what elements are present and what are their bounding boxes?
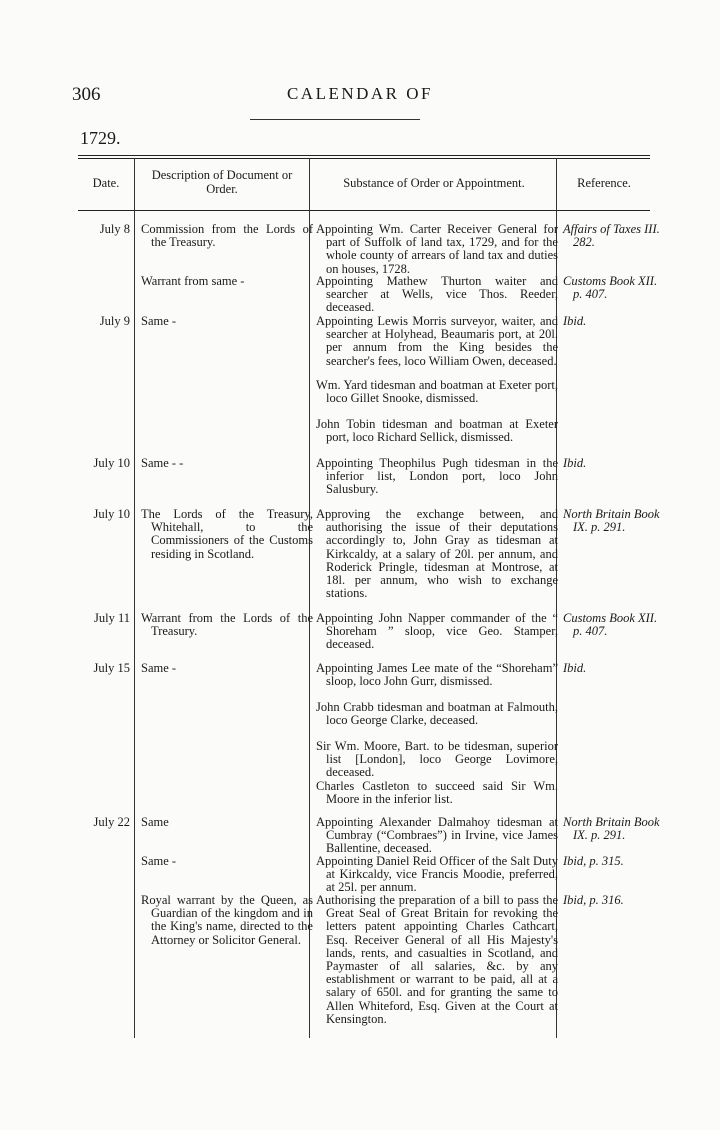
entry-description: Royal warrant by the Queen, as Guardian of the kingdom and in the King's name, directed to the Attorney or Solicitor General. [141,893,313,947]
entry-reference: North Britain Book IX. p. 291. [563,815,660,843]
running-title: CALENDAR OF [286,84,434,103]
entry-description: Same - [141,314,177,328]
entry-substance: John Tobin tidesman and boatman at Exeter port, loco Richard Sellick, dismissed. [316,417,558,445]
entry-date: July 9 [99,314,130,328]
year-label: 1729. [80,128,121,148]
entry-description: Same - - [141,456,184,470]
entry-substance: Appointing Wm. Carter Receiver General for part of Suffolk of land tax, 1729, and for the whole county of arrears of land tax and duties on houses, 1728. [316,222,558,276]
entry-substance: Approving the exchange between, and authorising the issue of their deputations accordingly to, John Gray as tidesman at Kirkcaldy, at a salary of 20l. per annum, and Roderick Pringle, tidesman at Montrose, at 18l. per annum, who wish to exchange stations. [316,507,558,601]
entry-reference: Ibid. [563,661,587,675]
entry-description: Warrant from same - [141,274,245,288]
entry-description: Same - [141,661,177,675]
entry-date: July 10 [93,456,130,470]
entry-reference: North Britain Book IX. p. 291. [563,507,660,535]
table-top-rule-inner [78,158,650,159]
entry-reference: Customs Book XII. p. 407. [563,611,658,639]
entry-reference: Ibid, p. 315. [563,854,624,868]
entry-description: Warrant from the Lords of the Treasury. [141,611,313,639]
entry-date: July 15 [93,661,130,675]
entry-description: Same [141,815,169,829]
column-header-reference: Reference. [577,176,631,190]
page-number: 306 [72,84,101,105]
table-top-rule [78,155,650,156]
entry-date: July 10 [93,507,130,521]
column-header-date: Date. [92,176,120,190]
header-bottom-rule [78,210,650,211]
entry-substance: Appointing Mathew Thurton waiter and searcher at Wells, vice Thos. Reeder, deceased. [316,274,558,315]
entry-date: July 22 [93,815,130,829]
entry-description: Same - [141,854,177,868]
entry-substance: Appointing Lewis Morris surveyor, waiter, and searcher at Holyhead, Beaumaris port, at 20l. per annum from the King besides the searcher's fees, loco William Owen, deceased. [316,314,558,368]
entry-substance: Charles Castleton to succeed said Sir Wm. Moore in the inferior list. [316,779,558,807]
entry-date: July 8 [99,222,130,236]
entry-substance: John Crabb tidesman and boatman at Falmouth, loco George Clarke, deceased. [316,700,558,728]
entry-reference: Affairs of Taxes III. 282. [563,222,660,250]
column-header-description: Description of Document or Order. [151,168,293,196]
entry-reference: Ibid, p. 316. [563,893,624,907]
entry-reference: Ibid. [563,314,587,328]
column-divider [134,158,135,1038]
column-header-substance: Substance of Order or Appointment. [343,176,525,190]
entry-substance: Appointing James Lee mate of the “Shoreham” sloop, loco John Gurr, dismissed. [316,661,558,689]
entry-description: The Lords of the Treasury, Whitehall, to the Commissioners of the Customs residing in Scotland. [141,507,313,561]
entry-substance: Sir Wm. Moore, Bart. to be tidesman, superior list [London], loco George Lovimore, deceased. [316,739,558,780]
entry-substance: Authorising the preparation of a bill to pass the Great Seal of Great Britain for revoking the letters patent appointing Charles Cathcart, Esq. Receiver General of all His Majesty's lands, rents, and casualties in Scotland, and Paymaster of all salaries, &c. by any establishment or warrant to be paid, all at a salary of 650l. and for granting the same to Allen Whiteford, Esq. Given at the Court at Kensington. [316,893,558,1026]
entry-reference: Customs Book XII. p. 407. [563,274,658,302]
entry-description: Commission from the Lords of the Treasury. [141,222,313,250]
header-rule [250,119,420,120]
entry-date: July 11 [94,611,130,625]
entry-reference: Ibid. [563,456,587,470]
entry-substance: Appointing Daniel Reid Officer of the Salt Duty at Kirkcaldy, vice Francis Moodie, preferred, at 25l. per annum. [316,854,558,895]
entry-substance: Appointing Alexander Dalmahoy tidesman at Cumbray (“Combraes”) in Irvine, vice James Ballentine, deceased. [316,815,558,856]
entry-substance: Appointing Theophilus Pugh tidesman in the inferior list, London port, loco John Salusbury. [316,456,558,497]
entry-substance: Wm. Yard tidesman and boatman at Exeter port, loco Gillet Snooke, dismissed. [316,378,558,406]
entry-substance: Appointing John Napper commander of the “ Shoreham ” sloop, vice Geo. Stamper, deceased. [316,611,558,652]
